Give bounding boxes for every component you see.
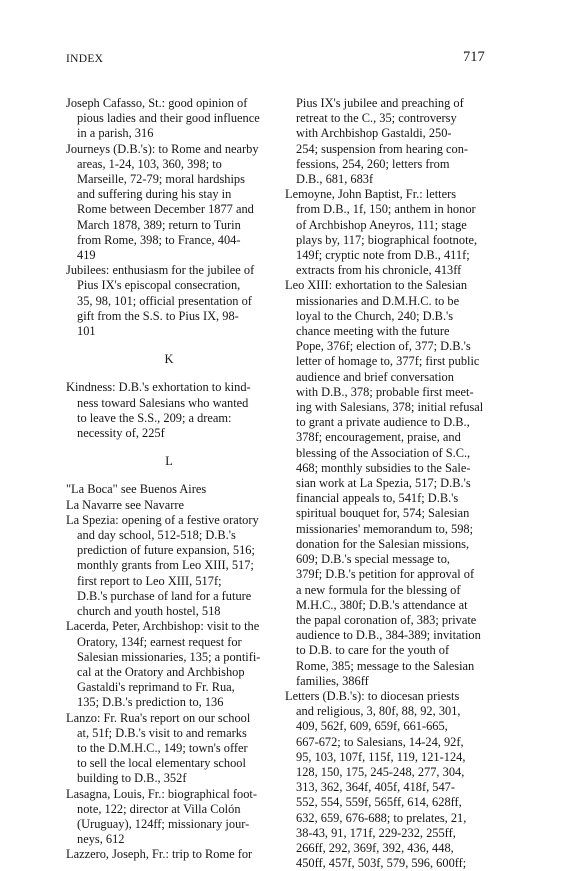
entry-line: 135; D.B.'s prediction to, 136 (77, 695, 224, 710)
entry-heading-line: Lacerda, Peter, Archbishop: visit to the (66, 619, 260, 634)
entry-line: 552, 554, 559f, 565ff, 614, 628ff, (296, 795, 462, 810)
entry-heading-line: La Navarre see Navarre (66, 497, 184, 512)
entry-heading-line: Journeys (D.B.'s): to Rome and nearby (66, 141, 259, 156)
entry-line: D.B., 681, 683f (296, 172, 374, 187)
entry-heading-line: Lanzo: Fr. Rua's report on our school (66, 710, 251, 725)
entry-line: donation for the Salesian missions, (296, 536, 470, 551)
running-header: INDEX (66, 53, 104, 65)
entry-line: 468; monthly subsidies to the Sale- (296, 460, 471, 475)
entry-line: 609; D.B.'s special message to, (296, 552, 450, 567)
entry-line: building to D.B., 352f (77, 771, 187, 786)
entry-line: 419 (77, 248, 96, 263)
entry-line: fessions, 254, 260; letters from (296, 156, 450, 171)
entry-line: pious ladies and their good influence (77, 111, 260, 126)
entry-line: 450ff, 457f, 503f, 579, 596, 600ff; (296, 856, 467, 871)
entry-line: letter of homage to, 377f; first public (296, 354, 480, 369)
entry-line: necessity of, 225f (77, 426, 165, 441)
index-entry (66, 142, 272, 264)
entry-line: to sell the local elementary school (77, 756, 246, 771)
entry-line: the papal coronation of, 383; private (296, 612, 477, 627)
entry-line: 313, 362, 364f, 405f, 418f, 547- (296, 780, 455, 795)
entry-heading-line: "La Boca" see Buenos Aires (66, 482, 207, 497)
entry-line: loyal to the Church, 240; D.B.'s (296, 308, 454, 323)
entry-line: chance meeting with the future (296, 324, 450, 339)
entry-heading-line: Joseph Cafasso, St.: good opinion of (66, 96, 248, 110)
entry-line: 378f; encouragement, praise, and (296, 430, 461, 445)
entry-line: and suffering during his stay in (77, 187, 232, 202)
entry-line: Salesian missionaries, 135; a pontifi- (77, 649, 261, 664)
entry-line: to the D.M.H.C., 149; town's offer (77, 740, 248, 755)
index-entry (285, 187, 491, 278)
entry-heading-line: Jubilees: enthusiasm for the jubilee of (66, 263, 255, 278)
entry-line: March 1878, 389; return to Turin (77, 217, 241, 232)
index-column-left (66, 96, 272, 863)
entry-line: from Rome, 398; to France, 404- (77, 232, 241, 247)
entry-line: blessing of the Association of S.C., (296, 445, 471, 460)
entry-heading-line: Kindness: D.B.'s exhortation to kind- (66, 380, 251, 395)
entry-line: D.B.'s purchase of land for a future (77, 588, 252, 603)
entry-line: plays by, 117; biographical footnote, (296, 232, 478, 247)
entry-line: 35, 98, 101; official presentation of (77, 293, 252, 308)
entry-line: to grant a private audience to D.B., (296, 415, 470, 430)
entry-line: families, 386ff (296, 673, 369, 688)
index-entry (66, 847, 272, 862)
entry-line: and religious, 3, 80f, 88, 92, 301, (296, 704, 461, 719)
index-entry (66, 711, 272, 787)
entry-line: to D.B. to care for the youth of (296, 643, 450, 658)
entry-line: Oratory, 134f; earnest request for (77, 634, 242, 649)
entry-heading-line: Lazzero, Joseph, Fr.: trip to Rome for (66, 847, 253, 862)
entry-line: ness toward Salesians who wanted (77, 395, 249, 410)
entry-line: Gastaldi's reprimand to Fr. Rua, (77, 680, 235, 695)
index-column-right (285, 96, 491, 871)
entry-line: and day school, 512-518; D.B.'s (77, 528, 236, 543)
entry-line: Pius IX's jubilee and preaching of (296, 96, 464, 110)
index-entry (66, 380, 272, 441)
entry-line: ing with Salesians, 378; initial refusal (296, 400, 484, 415)
index-entry (66, 619, 272, 710)
index-entry (66, 513, 272, 619)
index-entry (66, 482, 272, 497)
entry-line: Rome, 385; message to the Salesian (296, 658, 475, 673)
entry-line: monthly grants from Leo XIII, 517; (77, 558, 254, 573)
entry-line: missionaries and D.M.H.C. to be (296, 293, 460, 308)
entry-heading-line: Lemoyne, John Baptist, Fr.: letters (285, 187, 457, 202)
entry-line: a new formula for the blessing of (296, 582, 461, 597)
entry-line: 254; suspension from hearing con- (296, 141, 469, 156)
entry-heading-line: Leo XIII: exhortation to the Salesian (285, 278, 468, 293)
entry-line: at, 51f; D.B.'s visit to and remarks (77, 725, 247, 740)
entry-line: 409, 562f, 609, 659f, 661-665, (296, 719, 448, 734)
entry-line: Rome between December 1877 and (77, 202, 254, 217)
index-entry (66, 96, 272, 142)
page-number: 717 (463, 49, 485, 65)
entry-line: Pius IX's episcopal consecration, (77, 278, 241, 293)
entry-line: spiritual bouquet for, 574; Salesian (296, 506, 470, 521)
entry-line: note, 122; director at Villa Colón (77, 801, 241, 816)
entry-line: church and youth hostel, 518 (77, 604, 221, 619)
entry-line: with Archbishop Gastaldi, 250- (296, 126, 452, 141)
entry-line: retreat to the C., 35; controversy (296, 111, 457, 126)
entry-line: 38-43, 91, 171f, 229-232, 255ff, (296, 825, 456, 840)
entry-line: 95, 103, 107f, 115f, 119, 121-124, (296, 749, 466, 764)
index-entry (285, 278, 491, 688)
index-entry (285, 689, 491, 871)
entry-line: from D.B., 1f, 150; anthem in honor (296, 202, 476, 217)
entry-heading-line: Letters (D.B.'s): to diocesan priests (285, 688, 460, 703)
entry-line: 667-672; to Salesians, 14-24, 92f, (296, 734, 464, 749)
entry-line: 379f; D.B.'s petition for approval of (296, 567, 475, 582)
entry-line: audience to D.B., 384-389; invitation (296, 628, 481, 643)
entry-line: prediction of future expansion, 516; (77, 543, 255, 558)
entry-line: of Archbishop Aneyros, 111; stage (296, 217, 467, 232)
entry-line: M.H.C., 380f; D.B.'s attendance at (296, 597, 468, 612)
entry-line: audience and brief conversation (296, 369, 454, 384)
index-entry (66, 263, 272, 339)
entry-line: areas, 1-24, 103, 360, 398; to (77, 156, 222, 171)
entry-line: extracts from his chronicle, 413ff (296, 263, 462, 278)
entry-line: in a parish, 316 (77, 126, 154, 141)
entry-line: financial appeals to, 541f; D.B.'s (296, 491, 459, 506)
entry-line: cal at the Oratory and Archbishop (77, 664, 245, 679)
section-letter: L (165, 454, 173, 469)
entry-heading-line: La Spezia: opening of a festive oratory (66, 512, 259, 527)
entry-line: 101 (77, 324, 96, 339)
entry-line: with D.B., 378; probable first meet- (296, 384, 474, 399)
section-letter: K (164, 352, 174, 367)
entry-line: neys, 612 (77, 832, 125, 847)
entry-line: (Uruguay), 124ff; missionary jour- (77, 816, 250, 831)
entry-line: missionaries' memorandum to, 598; (296, 521, 474, 536)
entry-line: 266ff, 292, 369f, 392, 436, 448, (296, 840, 454, 855)
entry-line: sian work at La Spezia, 517; D.B.'s (296, 476, 471, 491)
entry-line: 149f; cryptic note from D.B., 411f; (296, 248, 470, 263)
entry-line: gift from the S.S. to Pius IX, 98- (77, 308, 239, 323)
entry-line: to leave the S.S., 209; a dream: (77, 410, 232, 425)
index-entry-continued (285, 96, 491, 187)
entry-heading-line: Lasagna, Louis, Fr.: biographical foot- (66, 786, 257, 801)
index-entry (66, 787, 272, 848)
entry-line: Marseille, 72-79; moral hardships (77, 172, 245, 187)
entry-line: 128, 150, 175, 245-248, 277, 304, (296, 764, 465, 779)
entry-line: 632, 659, 676-688; to prelates, 21, (296, 810, 467, 825)
entry-line: first report to Leo XIII, 517f; (77, 573, 222, 588)
entry-line: Pope, 376f; election of, 377; D.B.'s (296, 339, 471, 354)
index-entry (66, 498, 272, 513)
